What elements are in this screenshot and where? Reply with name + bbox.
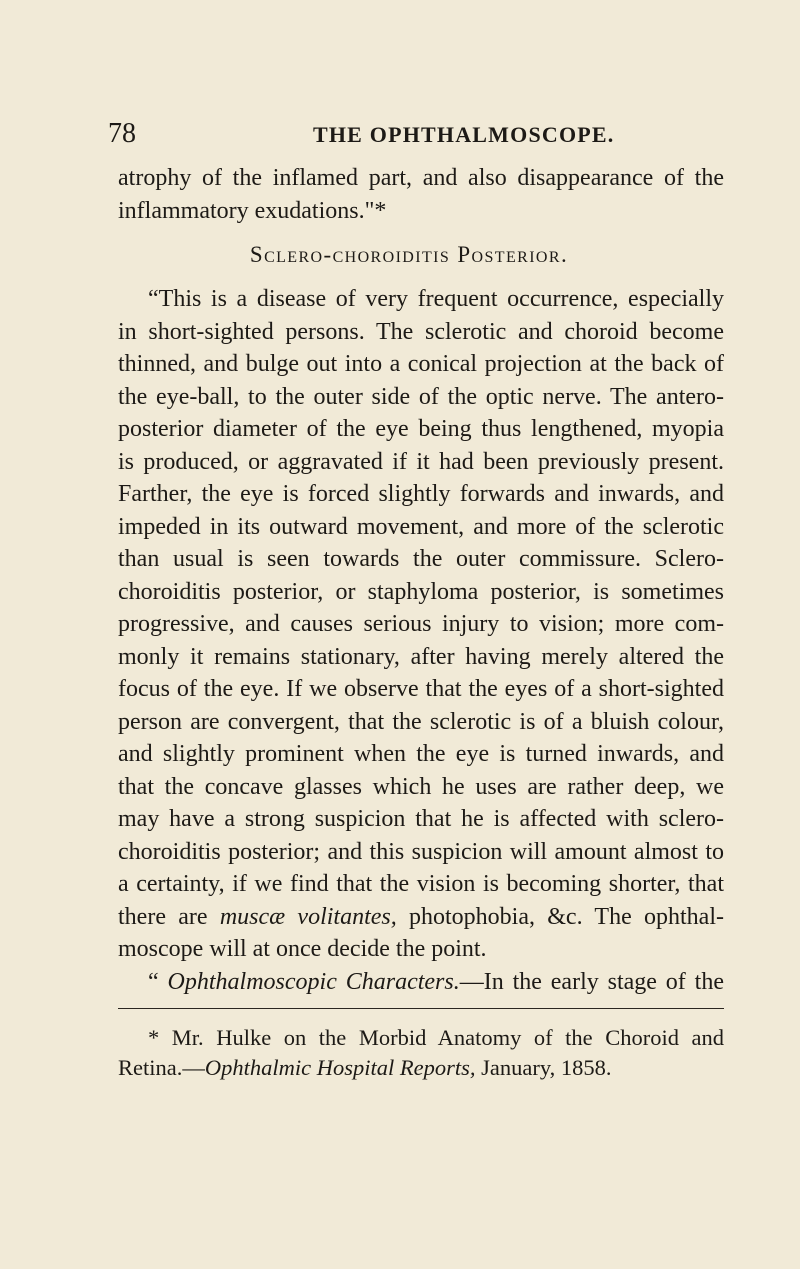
text-fragment: “: [148, 968, 168, 995]
text-line: monly it remains stationary, after having merely altered the: [118, 643, 724, 670]
footnote-line: [118, 1053, 724, 1083]
characters-paragraph: [118, 966, 724, 999]
page-number: 78: [108, 118, 136, 149]
text-line: impeded in its outward movement, and more of the sclerotic: [118, 513, 724, 540]
text-line: choroiditis posterior, or staphyloma posterior, is sometimes: [118, 578, 724, 605]
text-line: choroiditis posterior; and this suspicion will amount almost to: [118, 838, 724, 865]
footnote-line: * Mr. Hulke on the Morbid Anatomy of the Choroid and: [148, 1025, 724, 1050]
text-line: “This is a disease of very frequent occurrence, especially: [148, 286, 724, 312]
text-line: person are convergent, that the sclerotic is of a bluish colour,: [118, 708, 724, 735]
footnote-divider: [118, 1008, 724, 1009]
main-paragraph: [118, 283, 724, 966]
footnote: [118, 1023, 724, 1083]
text-line: than usual is seen towards the outer commissure. Sclero-: [118, 546, 724, 572]
text-line: the eye-ball, to the outer side of the optic nerve. The antero-: [118, 383, 724, 410]
text-line-characters: [118, 966, 724, 999]
text-fragment: Retina.—: [118, 1055, 205, 1080]
intro-paragraph: [118, 162, 724, 227]
book-page: [108, 118, 724, 1083]
section-title: Sclero-choroiditis Posterior.: [249, 242, 569, 267]
text-fragment: —In the early stage of the: [459, 968, 724, 995]
text-line: that the concave glasses which he uses are rather deep, we: [118, 773, 724, 800]
page-header: [108, 118, 724, 158]
text-line: is produced, or aggravated if it had been previously present.: [118, 448, 724, 475]
italic-term: muscæ volitantes,: [219, 903, 397, 930]
italic-citation: Ophthalmic Hospital Reports,: [204, 1055, 476, 1080]
text-line: a certainty, if we find that the vision is becoming shorter, that: [118, 871, 724, 897]
text-line: may have a strong suspicion that he is affected with sclero-: [118, 806, 724, 832]
text-line: inflammatory exudations."*: [118, 197, 387, 224]
text-fragment: there are: [118, 903, 220, 930]
text-line-muscae: [118, 901, 724, 934]
italic-heading: Ophthalmoscopic Characters.: [167, 968, 460, 995]
text-fragment: photophobia, &c. The ophthal-: [396, 903, 724, 930]
text-line: and slightly prominent when the eye is turned inwards, and: [118, 741, 724, 767]
text-line: progressive, and causes serious injury to vision; more com-: [118, 611, 724, 637]
text-line: posterior diameter of the eye being thus lengthened, myopia: [118, 416, 724, 442]
text-line: atrophy of the inflamed part, and also disappearance of the: [118, 165, 724, 191]
text-line: thinned, and bulge out into a conical projection at the back of: [118, 351, 724, 377]
text-line: moscope will at once decide the point.: [118, 936, 487, 962]
text-line: in short-sighted persons. The sclerotic and choroid become: [118, 318, 724, 345]
text-fragment: January, 1858.: [475, 1055, 612, 1080]
text-line: Farther, the eye is forced slightly forwards and inwards, and: [118, 481, 724, 507]
running-head: THE OPHTHALMOSCOPE.: [313, 122, 615, 147]
text-line: focus of the eye. If we observe that the eyes of a short-sighted: [118, 676, 724, 702]
